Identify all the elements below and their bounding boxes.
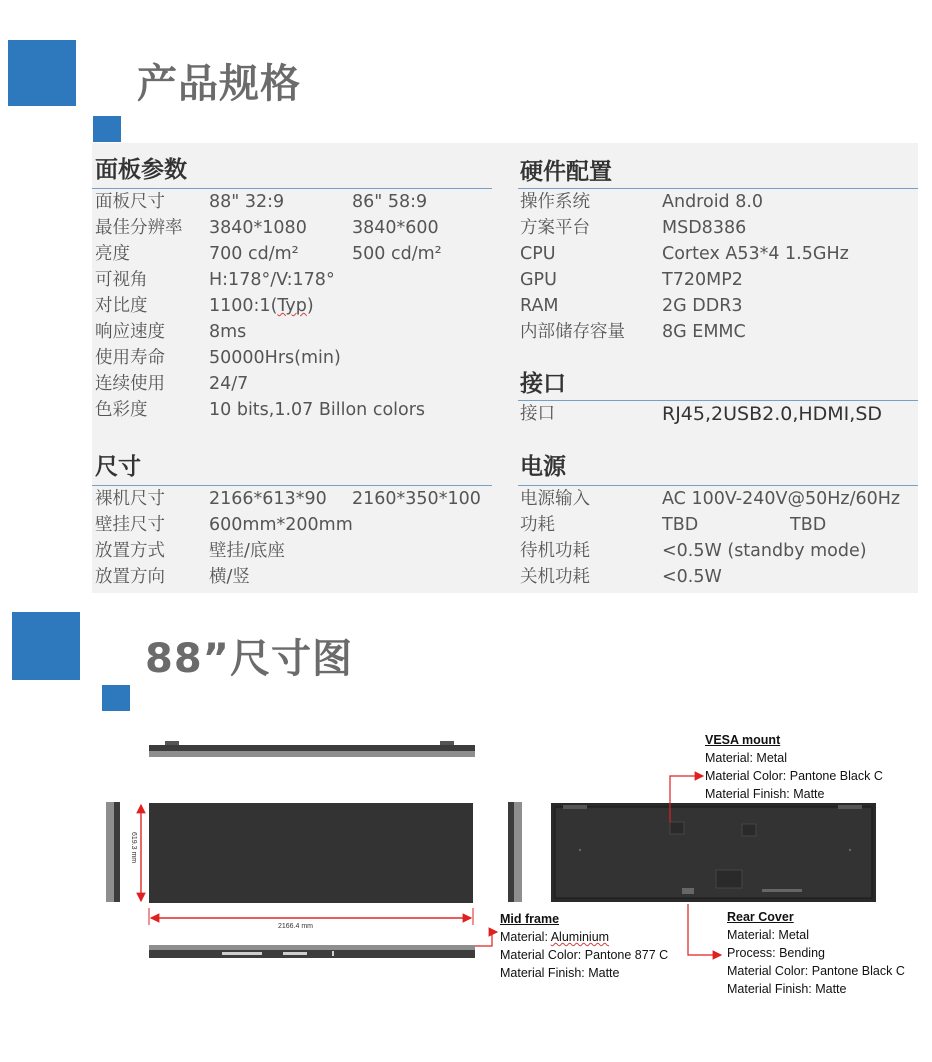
interface-heading: 接口 <box>520 371 566 397</box>
rear-view <box>551 803 876 902</box>
spec-value: 3840*1080 <box>209 218 307 238</box>
note-line: Material Finish: Matte <box>727 982 847 996</box>
left-side-view <box>106 802 120 902</box>
width-dimension-label: 2166.4 mm <box>278 923 314 930</box>
spec-label: 关机功耗 <box>520 567 590 587</box>
accent-block-small <box>102 685 130 711</box>
spec-value-typ: Typ <box>277 296 307 316</box>
height-dimension-label: 619.3 mm <box>130 832 137 864</box>
spec-label: 使用寿命 <box>95 348 165 368</box>
spec-value: <0.5W <box>662 567 722 587</box>
spec-value: 50000Hrs(min) <box>209 348 341 368</box>
note-line <box>500 928 668 946</box>
right-side-view <box>508 802 522 902</box>
spec-label: 功耗 <box>520 515 555 535</box>
spec-value: T720MP2 <box>662 270 743 290</box>
spec-label: 接口 <box>520 404 555 424</box>
divider <box>92 188 492 189</box>
note-line: Process: Bending <box>727 946 825 960</box>
height-dimension <box>130 805 141 901</box>
mid-frame-note <box>500 910 668 982</box>
spec-value: AC 100V-240V@50Hz/60Hz <box>662 489 901 509</box>
spec-label: CPU <box>520 244 556 264</box>
front-view-panel <box>149 803 473 903</box>
spec-label: 响应速度 <box>95 322 165 342</box>
note-line: Material Finish: Matte <box>500 966 620 980</box>
note-line: Material Color: Pantone Black C <box>705 769 883 783</box>
spec-label: 壁挂尺寸 <box>95 515 165 535</box>
note-prefix: Material: <box>500 930 551 944</box>
accent-block-large <box>12 612 80 680</box>
width-dimension <box>149 908 473 930</box>
spec-label: 待机功耗 <box>520 541 590 561</box>
spec-label: GPU <box>520 270 557 290</box>
spec-value: <0.5W (standby mode) <box>662 541 867 561</box>
note-line: Material: Metal <box>705 751 787 765</box>
page-title-dimensions: 88”尺寸图 <box>145 636 353 682</box>
spec-value <box>209 295 314 317</box>
bottom-view <box>149 945 475 958</box>
spec-value-alt: TBD <box>790 515 827 535</box>
vesa-mount-note <box>705 731 883 803</box>
spec-label: 对比度 <box>95 296 148 316</box>
top-view <box>149 741 475 757</box>
mid-frame-title: Mid frame <box>500 912 560 926</box>
power-heading: 电源 <box>520 454 566 480</box>
spec-value: H:178°/V:178° <box>209 270 335 290</box>
spec-label: 裸机尺寸 <box>95 489 165 509</box>
spec-label: 内部储存容量 <box>520 322 625 342</box>
note-line: Material Color: Pantone Black C <box>727 964 905 978</box>
spec-value: 8ms <box>209 322 247 342</box>
spec-label: 可视角 <box>95 270 148 290</box>
vesa-mount-title: VESA mount <box>705 733 781 747</box>
note-line: Material Finish: Matte <box>705 787 825 801</box>
page-title-specs: 产品规格 <box>137 61 301 107</box>
spec-panel <box>92 143 918 593</box>
accent-block-large <box>8 40 76 106</box>
spec-value: 700 cd/m² <box>209 244 299 264</box>
spec-value: 壁挂/底座 <box>209 541 285 561</box>
spec-value: 2G DDR3 <box>662 296 743 316</box>
spec-label: 放置方式 <box>95 541 165 561</box>
note-line: Material Color: Pantone 877 C <box>500 948 669 962</box>
spec-value-part: ) <box>306 296 314 316</box>
spec-label: 连续使用 <box>95 374 165 394</box>
spec-value: 8G EMMC <box>662 322 746 342</box>
spec-label: 最佳分辨率 <box>95 218 183 238</box>
spec-value: MSD8386 <box>662 218 747 238</box>
spec-label: 电源输入 <box>520 489 590 509</box>
spec-label: 面板尺寸 <box>95 192 165 212</box>
panel-params-heading: 面板参数 <box>95 157 187 183</box>
spec-value-alt: 86" 58:9 <box>352 192 428 212</box>
spec-value: 24/7 <box>209 374 249 394</box>
note-line: Material: Metal <box>727 928 809 942</box>
spec-value: Android 8.0 <box>662 192 764 212</box>
spec-value: 10 bits,1.07 Billon colors <box>209 400 426 420</box>
spec-value: 横/竖 <box>209 567 250 587</box>
spec-value-alt: 3840*600 <box>352 218 439 238</box>
spec-value: 2166*613*90 <box>209 489 327 509</box>
rear-cover-note <box>727 908 905 998</box>
divider <box>518 188 918 189</box>
size-heading: 尺寸 <box>95 454 141 480</box>
spec-label: 操作系统 <box>520 192 590 212</box>
spec-value: TBD <box>662 515 699 535</box>
spec-value: RJ45,2USB2.0,HDMI,SD <box>662 403 883 425</box>
spec-label: RAM <box>520 296 559 316</box>
divider <box>518 400 918 401</box>
spec-value: 88" 32:9 <box>209 192 285 212</box>
spec-label: 方案平台 <box>520 218 590 238</box>
spec-label: 放置方向 <box>95 567 165 587</box>
spec-label: 亮度 <box>95 244 130 264</box>
spec-value-alt: 500 cd/m² <box>352 244 442 264</box>
spec-value: Cortex A53*4 1.5GHz <box>662 244 849 264</box>
spec-value: 600mm*200mm <box>209 515 353 535</box>
spec-label: 色彩度 <box>95 400 148 420</box>
spec-value-alt: 2160*350*100 <box>352 489 481 509</box>
accent-block-small <box>93 116 121 142</box>
note-value: Aluminium <box>550 930 610 944</box>
rear-cover-title: Rear Cover <box>727 910 794 924</box>
hardware-heading: 硬件配置 <box>520 159 612 185</box>
divider <box>518 485 918 486</box>
divider <box>92 485 492 486</box>
spec-value-part: 1100:1( <box>209 296 278 316</box>
